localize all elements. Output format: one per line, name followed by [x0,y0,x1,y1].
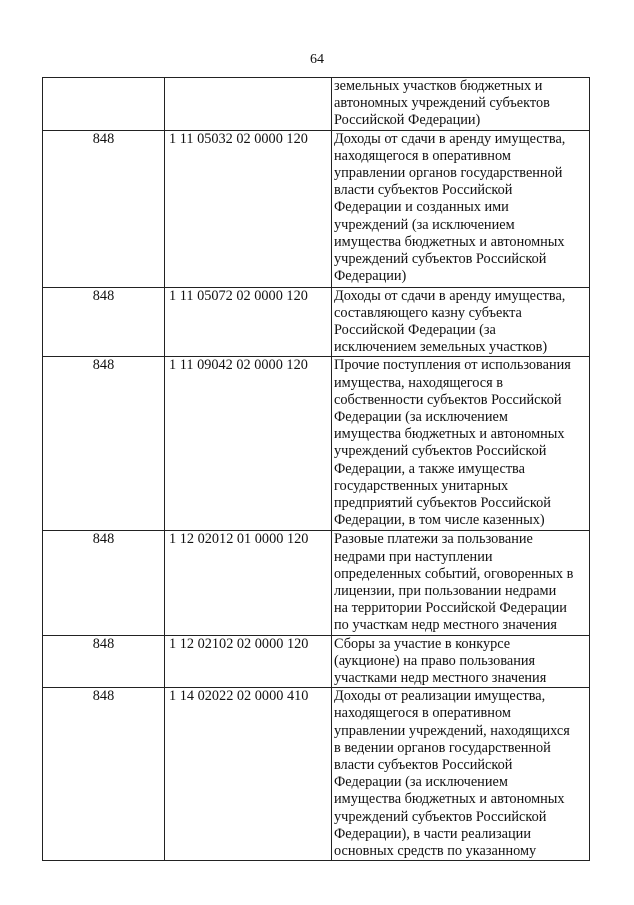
budget-classification-code-cell: 1 14 02022 02 0000 410 [165,688,332,861]
page-number: 64 [310,52,324,67]
table-row [43,130,590,287]
table-row [43,635,590,688]
revenue-codes-table [42,77,590,861]
revenue-name-cell [332,357,590,531]
budget-classification-code-cell: 1 11 05072 02 0000 120 [165,287,332,357]
revenue-name-text: Доходы от сдачи в аренду имущества, составляющего казну субъекта Российской Федерации (за исключением земельных участков) [334,287,566,356]
budget-classification-code-cell: 1 11 09042 02 0000 120 [165,357,332,531]
admin-code-cell: 848 [43,635,165,688]
admin-code-cell: 848 [43,287,165,357]
revenue-name-cell [332,78,590,131]
budget-classification-code-cell: 1 12 02102 02 0000 120 [165,635,332,688]
budget-classification-code-cell: 1 12 02012 01 0000 120 [165,531,332,635]
revenue-name-cell [332,531,590,635]
table-row [43,78,590,131]
revenue-name-cell [332,635,590,688]
revenue-name-text: Доходы от сдачи в аренду имущества, находящегося в оперативном управлении органов государственной власти субъектов Российской Федерации и созданных ими учреждений (за исключением имущества бюджетных и автономных учреждений субъектов Российской Федерации) [334,130,566,285]
revenue-name-text: Доходы от реализации имущества, находящегося в оперативном управлении учреждений, находящихся в ведении органов государственной власти субъектов Российской Федерации (за исключением имущества бюджетных и автономных учреждений субъектов Российской Федерации), в части реализации основных средств по указанному [334,688,570,860]
revenue-name-text: Сборы за участие в конкурсе (аукционе) на право пользования участками недр местного значения [334,635,547,687]
admin-code-cell: 848 [43,688,165,861]
admin-code-cell: 848 [43,531,165,635]
admin-code-cell [43,78,165,131]
budget-classification-code-cell: 1 11 05032 02 0000 120 [165,130,332,287]
table-row [43,287,590,357]
revenue-name-cell [332,287,590,357]
table-row [43,688,590,861]
table-row [43,531,590,635]
revenue-name-text: земельных участков бюджетных и автономных учреждений субъектов Российской Федерации) [334,78,550,129]
admin-code-cell: 848 [43,130,165,287]
revenue-name-cell [332,130,590,287]
admin-code-cell: 848 [43,357,165,531]
table-row [43,357,590,531]
budget-classification-code-cell [165,78,332,131]
revenue-name-text: Прочие поступления от использования имущества, находящегося в собственности субъектов Российской Федерации (за исключением имущества бюджетных и автономных учреждений субъектов Российской Федерации, а также имущества государственных унитарных предприятий субъектов Российской Федерации, в том числе казенных) [334,357,571,529]
revenue-name-text: Разовые платежи за пользование недрами при наступлении определенных событий, оговоренных в лицензии, при пользовании недрами на территории Российской Федерации по участкам недр местного значения [334,531,574,634]
revenue-name-cell [332,688,590,861]
